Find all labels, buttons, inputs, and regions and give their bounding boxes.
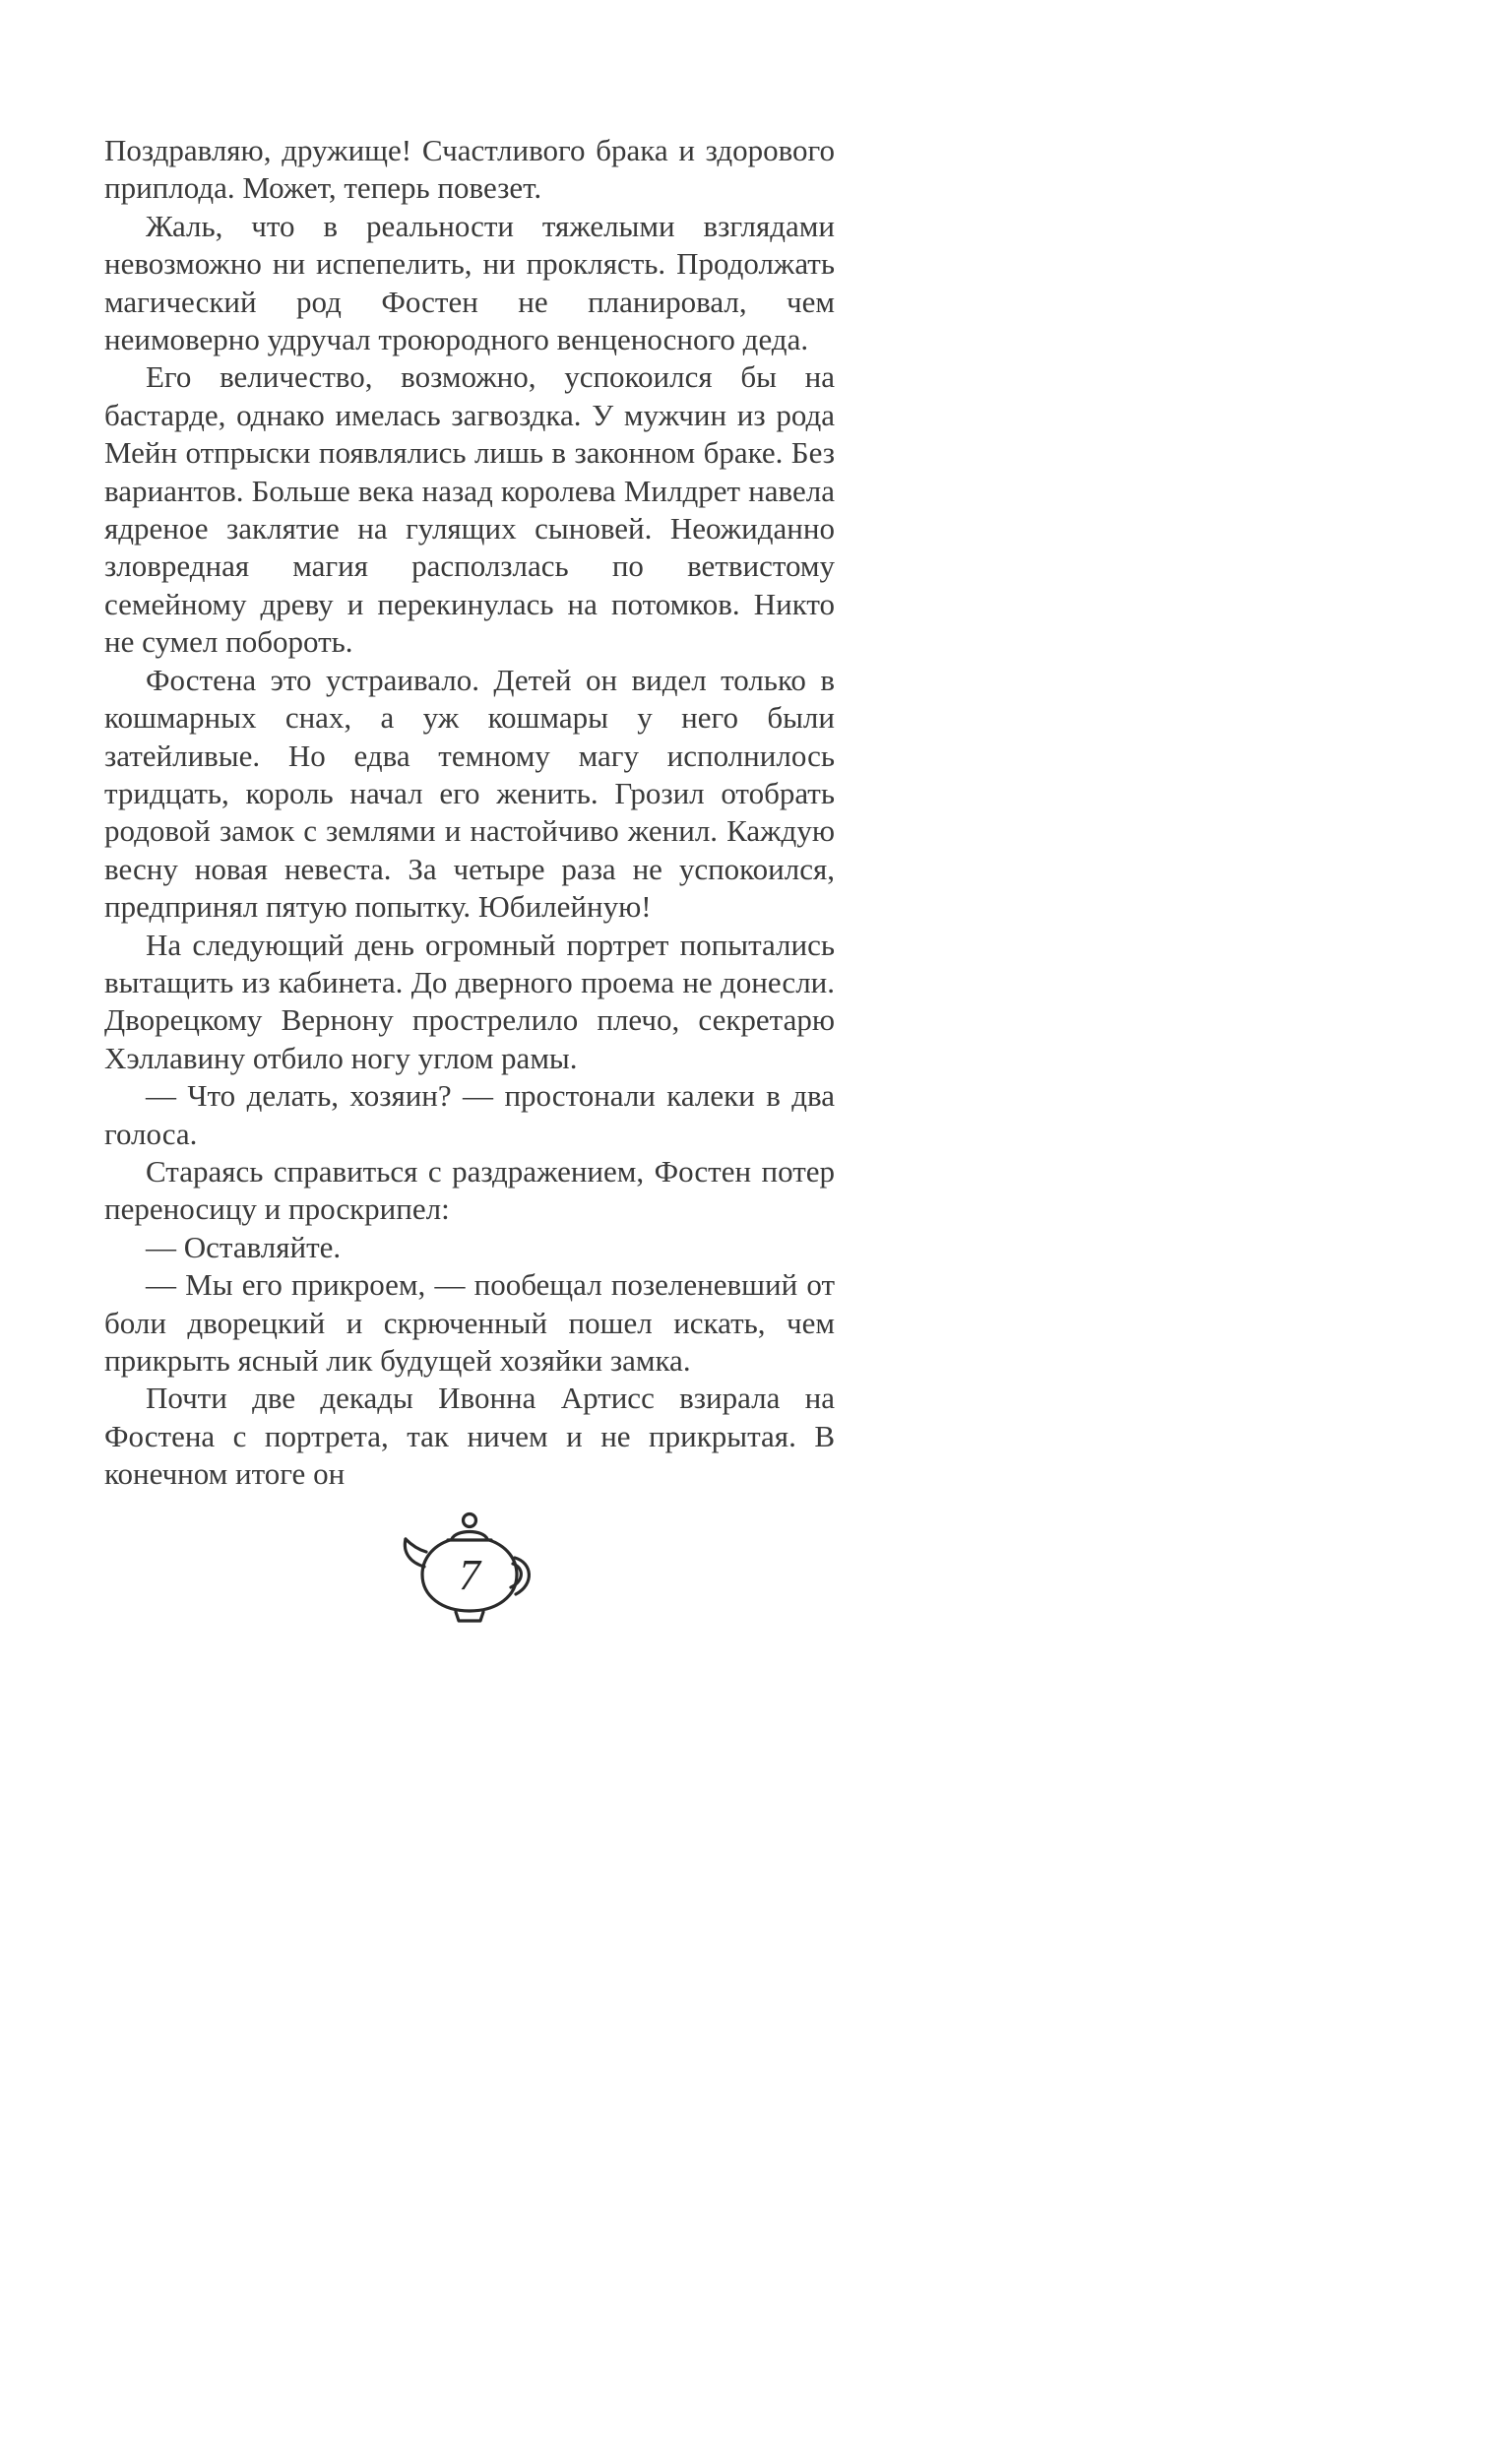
paragraph: Его величество, возможно, успокоился бы на бастарде, однако имелась загвоздка. У мужчин из рода Мейн отпрыски появлялись лишь в законном браке. Без вариантов. Больше века назад королева Милдрет навела ядреное заклятие на гулящих сыновей. Неожиданно зловредная магия расползлась по ветвистому семейному древу и перекинулась на потомков. Никто не сумел побороть. [104, 359, 835, 660]
type-area [104, 132, 835, 1630]
paragraph: Жаль, что в реальности тяжелыми взглядами невозможно ни испепелить, ни проклясть. Продолжать магический род Фостен не планировал, чем неимоверно удручал троюродного венценосного деда. [104, 208, 835, 357]
paragraph: Фостена это устраивало. Детей он видел только в кошмарных снах, а уж кошмары у него были затейливые. Но едва темному магу исполнилось тридцать, король начал его женить. Грозил отобрать родовой замок с землями и настойчиво женил. Каждую весну новая невеста. За четыре раза не успокоился, предпринял пятую попытку. Юбилейную! [104, 662, 835, 925]
folio-ornament [401, 1510, 538, 1630]
paragraph: Почти две декады Ивонна Артисс взирала на Фостена с портрета, так ничем и не прикрытая. В конечном итоге он [104, 1381, 835, 1492]
page-footer [104, 1510, 835, 1630]
paragraph: На следующий день огромный портрет попытались вытащить из кабинета. До дверного проема не донесли. Дворецкому Вернону прострелило плечо, секретарю Хэллавину отбило ногу углом рамы. [104, 927, 835, 1075]
paragraph: Поздравляю, дружище! Счастливого брака и здорового приплода. Может, теперь повезет. [104, 133, 835, 206]
paragraph-dialogue: — Мы его прикроем, — пообещал позеленевший от боли дворецкий и скрюченный пошел искать, чем прикрыть ясный лик будущей хозяйки замка. [104, 1267, 835, 1378]
paragraph: Стараясь справиться с раздражением, Фостен потер переносицу и проскрипел: [104, 1153, 835, 1227]
page-number: 7 [459, 1550, 480, 1599]
paragraph-dialogue: — Что делать, хозяин? — простонали калеки в два голоса. [104, 1078, 835, 1151]
text-block [104, 132, 835, 1494]
paragraph-dialogue: — Оставляйте. [146, 1229, 342, 1264]
